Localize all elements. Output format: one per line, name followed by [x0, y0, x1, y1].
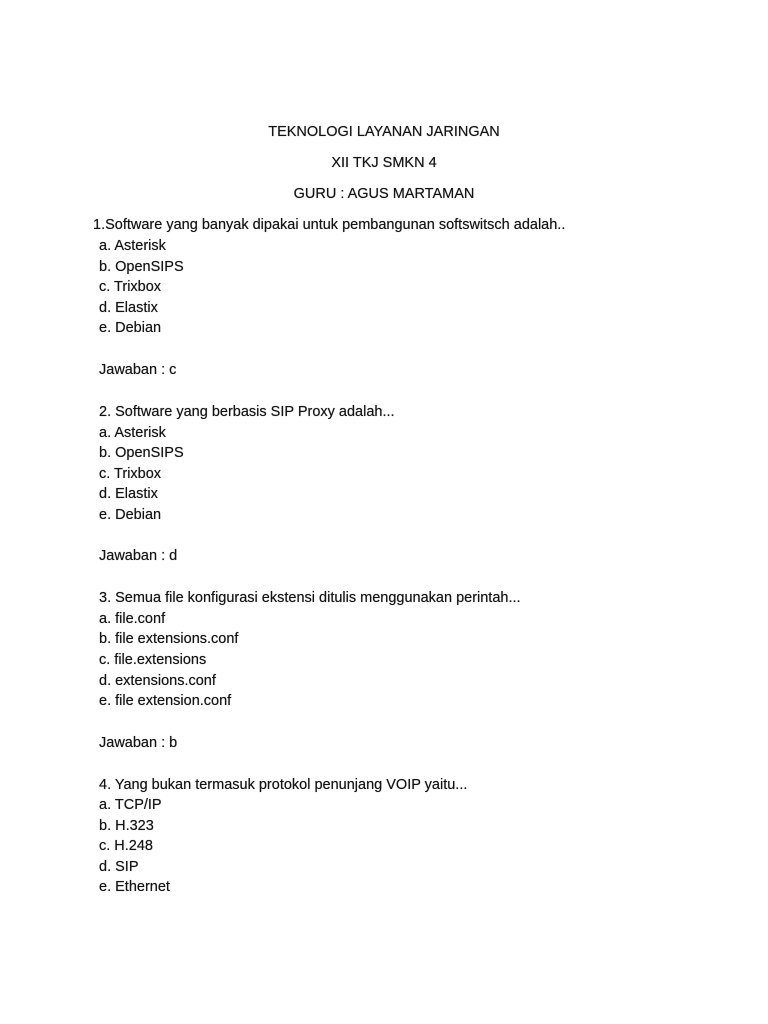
question-1-answer: Jawaban : c [99, 362, 177, 378]
question-4-option-c: c. H.248 [99, 838, 153, 854]
question-1-option-a: a. Asterisk [99, 238, 166, 254]
question-1-option-e: e. Debian [99, 320, 162, 336]
question-2-option-c: c. Trixbox [99, 466, 162, 482]
question-4-text: 4. Yang bukan termasuk protokol penunjang VOIP yaitu... [99, 777, 468, 793]
question-2-option-a: a. Asterisk [99, 425, 166, 441]
question-3-option-c: c. file.extensions [99, 652, 207, 668]
question-4-option-d: d. SIP [99, 859, 139, 875]
question-3-answer: Jawaban : b [99, 735, 178, 751]
question-3-option-d: d. extensions.conf [99, 673, 216, 689]
document-teacher: GURU : AGUS MARTAMAN [293, 186, 475, 202]
question-1-option-c: c. Trixbox [99, 279, 162, 295]
question-2-answer: Jawaban : d [99, 548, 178, 564]
question-4-option-b: b. H.323 [99, 818, 154, 834]
question-1-option-d: d. Elastix [99, 300, 158, 316]
question-4-option-e: e. Ethernet [99, 879, 170, 895]
question-3-text: 3. Semua file konfigurasi ekstensi ditulis menggunakan perintah... [99, 590, 521, 606]
document-title: TEKNOLOGI LAYANAN JARINGAN [268, 124, 500, 140]
question-1-option-b: b. OpenSIPS [99, 259, 184, 275]
document-class: XII TKJ SMKN 4 [331, 155, 437, 171]
question-3-option-a: a. file.conf [99, 611, 166, 627]
question-3-option-e: e. file extension.conf [99, 693, 232, 709]
question-2-option-d: d. Elastix [99, 486, 158, 502]
question-1-text: 1.Software yang banyak dipakai untuk pembangunan softswitsch adalah.. [93, 217, 566, 233]
question-2-option-b: b. OpenSIPS [99, 445, 184, 461]
question-4-option-a: a. TCP/IP [99, 797, 162, 813]
question-3-option-b: b. file extensions.conf [99, 631, 239, 647]
question-2-text: 2. Software yang berbasis SIP Proxy adalah... [99, 404, 395, 420]
question-2-option-e: e. Debian [99, 507, 162, 523]
